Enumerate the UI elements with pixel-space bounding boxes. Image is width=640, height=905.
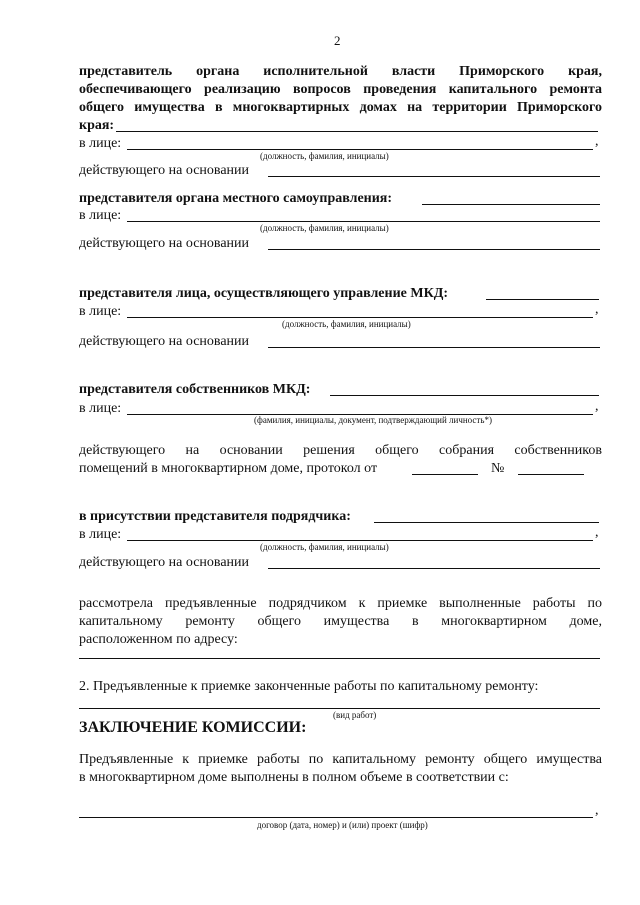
reviewed-line1: рассмотрела предъявленные подрядчиком к приемке выполненные работы по	[79, 596, 602, 611]
section5-basis-field[interactable]	[268, 568, 600, 569]
section1-heading-line2: обеспечивающего реализацию вопросов проведения капитального ремонта	[79, 82, 602, 97]
section1-heading-line1: представитель органа исполнительной власти Приморского края,	[79, 64, 602, 79]
section1-heading-line4: края:	[79, 118, 115, 133]
section1-in-person-label: в лице:	[79, 136, 122, 151]
section5-basis-label: действующего на основании	[79, 555, 250, 570]
section3-basis-label: действующего на основании	[79, 334, 250, 349]
item2-caption: (вид работ)	[333, 710, 377, 720]
section1-in-person-field[interactable]	[127, 149, 593, 150]
section1-comma: ,	[595, 134, 599, 149]
section3-in-person-field[interactable]	[127, 317, 593, 318]
section2-heading: представителя органа местного самоуправления:	[79, 191, 393, 206]
section5-caption: (должность, фамилия, инициалы)	[260, 542, 389, 552]
section5-comma: ,	[595, 525, 599, 540]
conclusion-line1: Предъявленные к приемке работы по капитальному ремонту общего имущества	[79, 752, 602, 767]
section2-caption: (должность, фамилия, инициалы)	[260, 223, 389, 233]
section3-in-person-label: в лице:	[79, 304, 122, 319]
section5-heading: в присутствии представителя подрядчика:	[79, 509, 351, 524]
section5-heading-blank[interactable]	[374, 522, 599, 523]
section5-in-person-field[interactable]	[127, 540, 593, 541]
section1-heading-line3: общего имущества в многоквартирных домах на территории Приморского	[79, 100, 602, 115]
section2-in-person-field[interactable]	[127, 221, 600, 222]
item2-text: 2. Предъявленные к приемке законченные работы по капитальному ремонту:	[79, 679, 539, 694]
section1-basis-label: действующего на основании	[79, 163, 250, 178]
section2-basis-label: действующего на основании	[79, 236, 250, 251]
section1-heading-blank[interactable]	[116, 131, 598, 132]
section4-in-person-label: в лице:	[79, 401, 122, 416]
section4-heading: представителя собственников МКД:	[79, 382, 311, 397]
conclusion-heading: ЗАКЛЮЧЕНИЕ КОМИССИИ:	[79, 719, 307, 736]
page-number: 2	[334, 33, 341, 48]
section3-caption: (должность, фамилия, инициалы)	[282, 319, 411, 329]
number-sign: №	[491, 461, 505, 476]
section4-heading-blank[interactable]	[330, 395, 599, 396]
conclusion-line2: в многоквартирном доме выполнены в полном объеме в соответствии с:	[79, 770, 509, 785]
section4-basis-line2: помещений в многоквартирном доме, протокол от	[79, 461, 378, 476]
protocol-number-field[interactable]	[518, 474, 584, 475]
section5-in-person-label: в лице:	[79, 527, 122, 542]
section4-caption: (фамилия, инициалы, документ, подтверждающий личность*)	[254, 415, 492, 425]
section3-heading: представителя лица, осуществляющего управление МКД:	[79, 286, 449, 301]
contract-field[interactable]	[79, 817, 593, 818]
section3-comma: ,	[595, 302, 599, 317]
section4-basis-line1: действующего на основании решения общего собрания собственников	[79, 443, 602, 458]
section3-heading-blank[interactable]	[486, 299, 599, 300]
section4-comma: ,	[595, 399, 599, 414]
section2-in-person-label: в лице:	[79, 208, 122, 223]
section1-basis-field[interactable]	[268, 176, 600, 177]
protocol-date-field[interactable]	[412, 474, 478, 475]
reviewed-line3: расположенном по адресу:	[79, 632, 238, 647]
work-type-field[interactable]	[79, 708, 600, 709]
section2-heading-blank[interactable]	[422, 204, 600, 205]
conclusion-comma: ,	[595, 803, 599, 818]
section1-caption: (должность, фамилия, инициалы)	[260, 151, 389, 161]
section2-basis-field[interactable]	[268, 249, 600, 250]
address-field[interactable]	[79, 658, 600, 659]
reviewed-line2: капитальному ремонту общего имущества в многоквартирном доме,	[79, 614, 602, 629]
section3-basis-field[interactable]	[268, 347, 600, 348]
conclusion-caption: договор (дата, номер) и (или) проект (шифр)	[257, 820, 428, 830]
